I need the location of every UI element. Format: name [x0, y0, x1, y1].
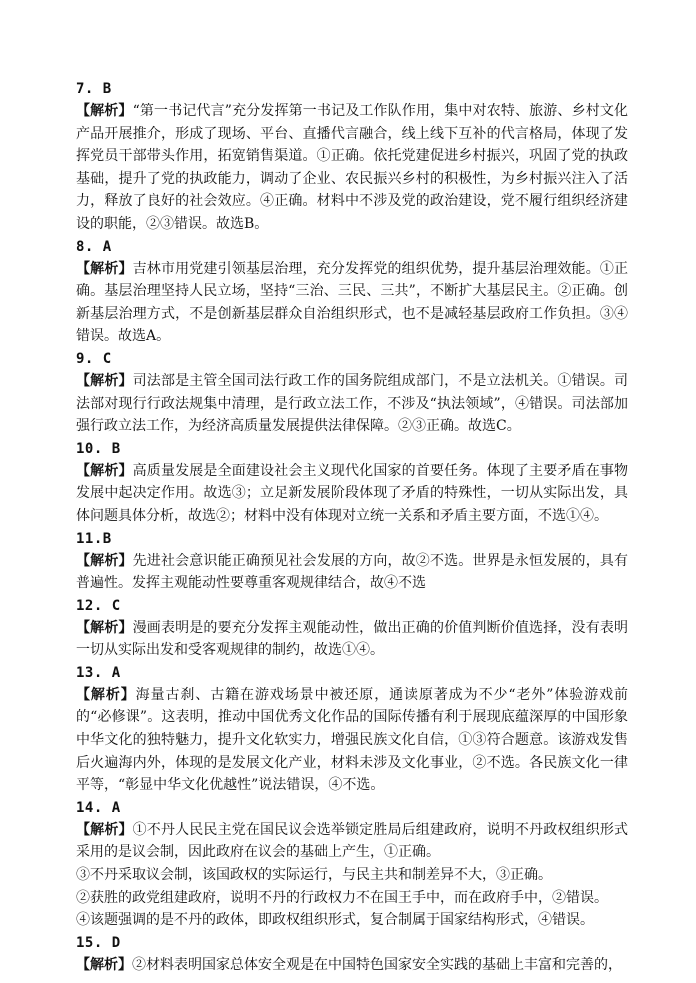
- answer-block: [76, 348, 628, 438]
- answer-block: [76, 528, 628, 595]
- answer-block: [76, 438, 628, 528]
- analysis-tag: 【解析】: [76, 103, 133, 119]
- question-number: 7. B: [76, 81, 112, 97]
- analysis-text: ①不丹人民民主党在国民议会选举锁定胜局后组建政府，说明不丹政权组织形式采用的是议会制，因此政府在议会的基础上产生，①正确。: [76, 821, 629, 861]
- analysis-tag: 【解析】: [76, 372, 133, 389]
- analysis-paragraph: [76, 909, 628, 932]
- analysis-text: 高质量发展是全面建设社会主义现代化国家的首要任务。体现了主要矛盾在事物发展中起决定作用。故选③；立足新发展阶段体现了矛盾的特殊性，一切从实际出发，具体问题具体分析，故选②；材料中没有体现对立统一关系和矛盾主要方面，不选①④。: [76, 462, 629, 524]
- question-number: 12. C: [76, 597, 121, 614]
- question-number: 11.B: [76, 530, 112, 547]
- analysis-tag: 【解析】: [76, 686, 136, 703]
- analysis-paragraph: [76, 460, 628, 528]
- analysis-text: 司法部是主管全国司法行政工作的国务院组成部门，不是立法机关。①错误。司法部对现行行政法规集中清理，是行政立法工作，不涉及“执法领域”，④错误。司法部加强行政立法工作，为经济高质量发展提供法律保障。②③正确。故选C。: [76, 372, 629, 435]
- answer-block: [76, 78, 628, 236]
- answer-block: [76, 595, 628, 662]
- analysis-tag: 【解析】: [76, 260, 133, 277]
- question-number: 15. D: [76, 934, 121, 951]
- analysis-tag: 【解析】: [76, 462, 133, 479]
- analysis-paragraph: [76, 864, 628, 887]
- answer-list: [76, 78, 628, 976]
- analysis-text: ③不丹采取议会制，该国政权的实际运行，与民主共和制差异不大，③正确。: [76, 867, 552, 884]
- analysis-paragraph: [76, 258, 628, 348]
- analysis-tag: 【解析】: [76, 552, 133, 569]
- analysis-text: ④该题强调的是不丹的政体，即政权组织形式，复合制属于国家结构形式，④错误。: [76, 912, 594, 929]
- answer-block: [76, 236, 628, 348]
- analysis-paragraph: [76, 819, 628, 864]
- question-number: 10. B: [76, 440, 121, 457]
- analysis-text: ②获胜的政党组建政府，说明不丹的行政权力不在国王手中，而在政府手中，②错误。: [76, 889, 608, 906]
- analysis-tag: 【解析】: [76, 956, 132, 973]
- analysis-paragraph: [76, 954, 628, 977]
- question-number: 9. C: [76, 350, 112, 367]
- answer-block: [76, 797, 628, 932]
- analysis-paragraph: [76, 100, 628, 236]
- analysis-text: ②材料表明国家总体安全观是在中国特色国家安全实践的基础上丰富和完善的，: [132, 956, 622, 973]
- analysis-paragraph: [76, 684, 628, 797]
- question-number: 13. A: [76, 664, 121, 681]
- analysis-tag: 【解析】: [76, 821, 133, 838]
- analysis-paragraph: [76, 550, 628, 595]
- question-number: 14. A: [76, 799, 121, 816]
- analysis-text: 先进社会意识能正确预见社会发展的方向，故②不选。世界是永恒发展的，具有普遍性。发挥主观能动性要尊重客观规律结合，故④不选: [76, 552, 629, 592]
- answer-block: [76, 932, 628, 977]
- analysis-text: 海量古刹、古籍在游戏场景中被还原，通读原著成为不少“老外”体验游戏前的“必修课”。这表明，推动中国优秀文化作品的国际传播有利于展现底蕴深厚的中国形象中华文化的独特魅力，提升文化软实力，增强民族文化自信，①③符合题意。该游戏发售后火遍海内外，体现的是发展文化产业，材料未涉及文化事业，②不选。各民族文化一律平等，“彰显中华文化优越性”说法错误，④不选。: [76, 686, 629, 794]
- analysis-tag: 【解析】: [76, 619, 133, 636]
- analysis-text: 吉林市用党建引领基层治理，充分发挥党的组织优势，提升基层治理效能。①正确。基层治理坚持人民立场，坚持“三治、三民、三共”，不断扩大基层民主。②正确。创新基层治理方式，不是创新基层群众自治组织形式，也不是减轻基层政府工作负担。③④错误。故选A。: [76, 260, 629, 345]
- analysis-text: 漫画表明是的要充分发挥主观能动性，做出正确的价值判断价值选择，没有表明一切从实际出发和受客观规律的制约，故选①④。: [76, 619, 629, 659]
- answer-block: [76, 662, 628, 797]
- analysis-paragraph: [76, 887, 628, 910]
- analysis-text: “第一书记代言”充分发挥第一书记及工作队作用，集中对农特、旅游、乡村文化产品开展推介，形成了现场、平台、直播代言融合，线上线下互补的代言格局，体现了发挥党员干部带头作用，拓宽销售渠道。①正确。依托党建促进乡村振兴，巩固了党的执政基础，提升了党的执政能力，调动了企业、农民振兴乡村的积极性，为乡村振兴注入了活力，释放了良好的社会效应。④正确。材料中不涉及党的政治建设，党不履行组织经济建设的职能，②③错误。故选B。: [76, 103, 629, 232]
- analysis-paragraph: [76, 617, 628, 662]
- question-number: 8. A: [76, 238, 112, 255]
- analysis-paragraph: [76, 370, 628, 438]
